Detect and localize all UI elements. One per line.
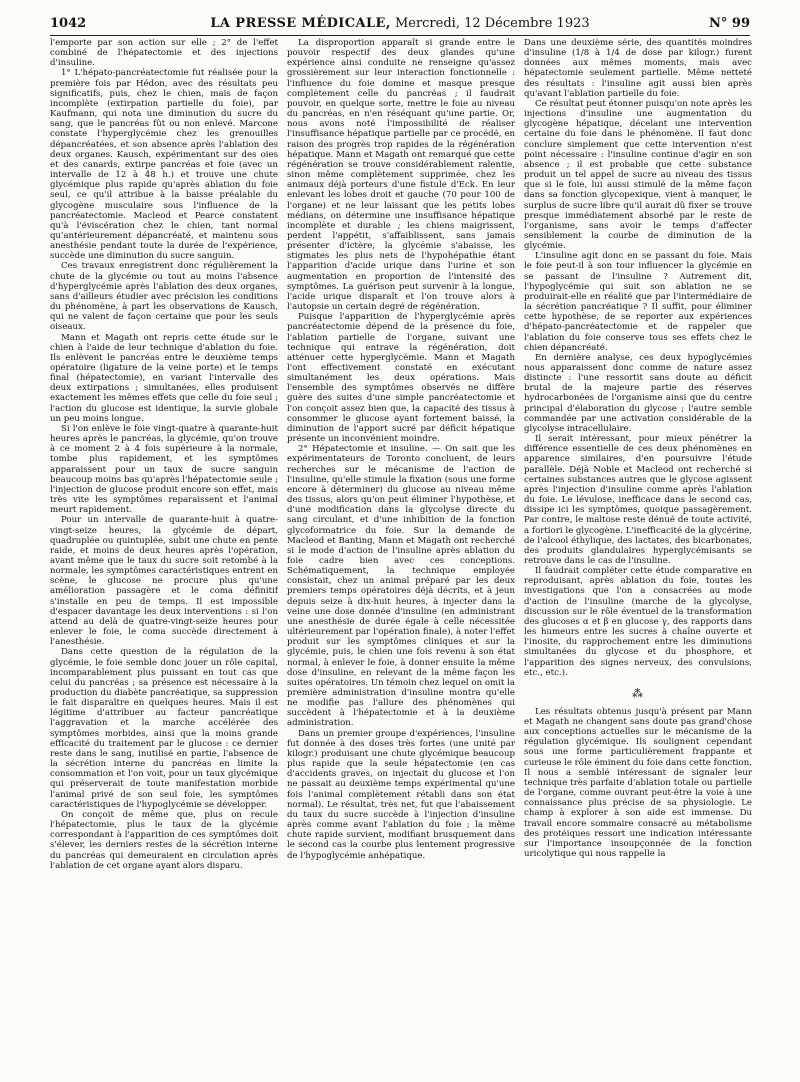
paragraph: La disproportion apparaît si grande entre le pouvoir respectif des deux glandes qu'une expérience ainsi conduite ne renseigne qu'assez grossièrement sur leur interaction fonctionnelle : l'influence du foie domine et masque presque complètement celle du pancréas ; il faudrait pouvoir, en quelque sorte, mettre le foie au niveau du pancréas, en n'en réséquant qu'une partie. Or, nous avons noté l'impossibilité de réaliser l'insuffisance hépatique partielle par ce procédé, en raison des progrès trop rapides de la régénération hépatique. Mann et Magath ont remarqué que cette régénération se trouve considérablement ralentie, sinon même complètement supprimée, chez les animaux déjà porteurs d'une fistule d'Eck. En leur enlevant les lobes droit et gauche (70 pour 100 de l'organe) et ne leur laissant que les petits lobes médians, on détermine une insuffisance hépatique incomplète et durable ; les chiens maigrissent, perdent l'appétit, s'affaiblissent, sans jamais présenter d'ictère, la glycémie s'abaisse, les stigmates les plus nets de l'hypohépathie étant l'apparition d'acide urique dans l'urine et son augmentation en proportion de l'intensité des symptômes. La guérison peut survenir à la longue, l'acide urique disparaît et l'on trouve alors à l'autopsie un certain degré de régénération.: [287, 38, 515, 313]
paragraph: Ces travaux enregistrent donc régulièrement la chute de la glycémie ou tout au moins l'absence d'hyperglycémie après l'ablation des deux organes, sans d'ailleurs étudier avec précision les conditions du phénomène, à part les observations de Kausch, qui ne valent de façon certaine que pour les seuls oiseaux.: [50, 261, 278, 333]
paragraph: L'insuline agit donc en se passant du foie. Mais le foie peut-il à son tour influencer la glycémie en se passant de l'insuline ? Autrement dit, l'hypoglycémie qui suit son ablation ne se produirait-elle en réalité que par l'intermédiaire de la sécrétion pancréatique ? Il suffit, pour éliminer cette hypothèse, de se reporter aux expériences d'hépato-pancréatectomie et de rappeler que l'ablation du foie conserve tous ses effets chez le chien dépancréaté.: [524, 251, 752, 353]
header-rule: [50, 35, 750, 36]
paragraph: En dernière analyse, ces deux hypoglycémies nous apparaissent donc comme de nature assez distincte : l'une ressortit sans doute au déficit brutal de la majeure partie des réserves hydrocarbonées de l'organisme ainsi que du centre principal d'élaboration du glycose ; l'autre semble commandée par une activation considérable de la glycolyse intracellulaire.: [524, 352, 752, 434]
issue-number: N° 99: [709, 16, 750, 31]
paragraph: Dans un premier groupe d'expériences, l'insuline fut donnée à des doses très fortes (une unité par kilogr.) produisant une chute glycémique beaucoup plus rapide que la seule hépatectomie (en cas d'accidents graves, on injectait du glucose et l'on ne passait au deuxième temps expérimental qu'une fois l'animal complètement rétabli dans son état normal). Le résultat, très net, fut que l'abaissement du taux du sucre succède à l'injection d'insuline après comme avant l'ablation du foie ; la même chute rapide survient, modifiant brusquement dans le second cas la courbe plus lentement progressive de l'hypoglycémie anhépatique.: [287, 728, 515, 861]
article-columns: [50, 38, 752, 1068]
paragraph: Dans cette question de la régulation de la glycémie, le foie semble donc jouer un rôle capital, incomparablement plus puissant en tout cas que celui du pancréas ; sa présence est nécessaire à la production du diabète pancréatique, sa suppression le fait disparaître en quelques heures. Mais il est légitime d'attribuer au facteur pancréatique l'aggravation et la marche accélérée des symptômes morbides, ainsi que la moins grande efficacité du traitement par le glucose : ce dernier reste dans le sang, inutilisé en partie, l'absence de la sécrétion interne du pancréas en limite la consommation et l'on voit, pour un taux glycémique qui préserverait de toute manifestation morbide l'animal privé de son seul foie, les symptômes caractéristiques de l'hypoglycémie se développer.: [50, 647, 278, 810]
section-separator: ⁂: [632, 686, 644, 700]
paragraph: Il faudrait compléter cette étude comparative en reproduisant, après ablation du foie, toutes les investigations que l'on a consacrées au mode d'action de l'insuline (marche de la glycolyse, discussion sur le rôle éventuel de la transformation des glucoses α et β en glucose γ, des rapports dans les humeurs entre les sucres à chaîne ouverte et l'inosite, du rapprochement entre les diminutions simultanées du glycose et du phosphore, et l'apparition des signes nerveux, des convulsions, etc., etc.).: [524, 566, 752, 678]
page-number: 1042: [50, 16, 87, 31]
paragraph: Pour un intervalle de quarante-huit à quatre-vingt-seize heures, la glycémie de départ, quadruplée ou quintuplée, subit une chute en pente raide, et moins de deux heures après l'opération, avant même que le taux du sucre soit retombé à la normale, les symptômes caractéristiques entrent en scène, le glucose ne procure plus qu'une amélioration passagère et le coma définitif s'installe en peu de temps. Il est impossible d'espacer davantage les deux interventions : si l'on attend au delà de quatre-vingt-seize heures pour enlever le foie, le coma succède directement à l'anesthésie.: [50, 515, 278, 648]
column-left: [50, 38, 278, 1068]
paragraph: Mann et Magath ont repris cette étude sur le chien à l'aide de leur technique d'ablation du foie. Ils enlèvent le pancréas entre le deuxième temps opératoire (ligature de la veine porte) et le temps final (hépatectomie), en variant l'intervalle des deux extirpations ; simultanées, elles produisent exactement les mêmes effets que celle du foie seul ; l'action du glucose est identique, la survie globale un peu moins longue.: [50, 332, 278, 424]
paragraph: l'emporte par son action sur elle ; 2° de l'effet combiné de l'hépatectomie et des injections d'insuline.: [50, 38, 278, 69]
paragraph: Ce résultat peut étonner puisqu'on note après les injections d'insuline une augmentation du glycogène hépatique, décelant une intervention certaine du foie dans le phénomène. Il faut donc conclure simplement que cette intervention n'est point nécessaire : l'insuline continue d'agir en son absence ; il est probable que cette substance produit un tel appel de sucre au niveau des tissus que si le foie, lui aussi stimulé de la même façon dans sa fonction glycopexique, vient à manquer, le surplus de sucre libre qu'il aurait dû fixer se trouve presque immédiatement absorbé par le reste de l'organisme, sans avoir le temps d'affecter sensiblement la courbe de diminution de la glycémie.: [524, 98, 752, 252]
page-header: [50, 16, 750, 34]
issue-date: Mercredi, 12 Décembre 1923: [394, 16, 590, 31]
paragraph: Si l'on enlève le foie vingt-quatre à quarante-huit heures après le pancréas, la glycémie, qu'on trouve à ce moment 2 à 4 fois supérieure à la normale, tombe plus rapidement, et les symptômes apparaissent pour un taux de sucre sanguin beaucoup moins bas qu'après l'hépatectomie seule ; l'injection de glucose produit encore son effet, mais très vite les symptômes reparaissent et l'animal meurt rapidement.: [50, 423, 278, 516]
paragraph: 2° Hépatectomie et insuline. — On sait que les expérimentateurs de Toronto concluent, de leurs recherches sur le mécanisme de l'action de l'insuline, qu'elle stimule la fixation (sous une forme encore à déterminer) du glucose au niveau même des tissus, alors qu'on peut éliminer l'hypothèse, et d'une modification dans la glycolyse directe du sang circulant, et d'une inhibition de la fonction glycoformatrice du foie. Sur la demande de Macleod et Banting, Mann et Magath ont recherché si le mode d'action de l'insuline après ablation du foie cadre bien avec ces conceptions. Schématiquement, la technique employée consistait, chez un animal préparé par les deux premiers temps opératoires déjà décrits, et à jeun depuis seize à dix-huit heures, à injecter dans la veine une dose donnée d'insuline (en administrant une anesthésie de durée égale à celle nécessitée ultérieurement par l'opération finale), à noter l'effet produit sur les symptômes cliniques et sur la glycémie, puis, le chien une fois revenu à son état normal, à enlever le foie, à donner ensuite la même dose d'insuline, en relevant de la même façon les suites opératoires. Un témoin chez lequel on omit la première administration d'insuline montra qu'elle ne modifie pas l'allure des phénomènes qui succèdent à l'hépatectomie et à la deuxième administration.: [287, 444, 515, 729]
paragraph: Dans une deuxième série, des quantités moindres d'insuline (1/8 à 1/4 de dose par kilogr.) furent données aux mêmes moments, mais avec hépatectomie seulement partielle. Même netteté des résultats : l'insuline agit aussi bien après qu'avant l'ablation partielle du foie.: [524, 38, 752, 99]
journal-name: LA PRESSE MÉDICALE,: [210, 16, 391, 31]
journal-title-line: [50, 16, 750, 31]
column-middle: [287, 38, 515, 1068]
paragraph: 1° L'hépato-pancréatectomie fut réalisée pour la première fois par Hédon, avec des résultats peu significatifs, puis, chez le chien, mais de façon incomplète (extirpation partielle du foie), par Kaufmann, qui nota une diminution du sucre du sang, que le pancréas fût ou non enlevé. Marcone constate l'hyperglycémie chez les grenouilles dépancréatées, et son absence après l'ablation des deux organes. Kausch, expérimentant sur des oies et des canards, extirpe pancréas et foie (avec un intervalle de 12 à 48 h.) et trouve une chute glycémique plus rapide qu'après ablation du foie seul, ce qu'il attribue à la baisse préalable du glycogène musculaire sous l'influence de la pancréatectomie. Macleod et Pearce constatent qu'à l'éviscération chez le chien, tant normal qu'antérieurement dépancréaté, et maintenu sous anesthésie pendant toute la durée de l'expérience, succède une diminution du sucre sanguin.: [50, 68, 278, 262]
column-right: [524, 38, 752, 1068]
paragraph: Puisque l'apparition de l'hyperglycémie après pancréatectomie dépend de la présence du foie, l'ablation partielle de l'organe, suivant une technique qui entrave la régénération, doit atténuer cette hyperglycémie. Mann et Magath l'ont effectivement constaté en exécutant simultanément les deux opérations. Mais l'ensemble des symptômes observés ne diffère guère des suites d'une simple pancréatectomie et l'on conçoit assez bien que, la capacité des tissus à consommer le glucose ayant fortement baissé, la diminution de l'apport sucré par déficit hépatique présente un inconvénient moindre.: [287, 312, 515, 445]
paragraph: On conçoit de même que, plus on recule l'hépatectomie, plus le taux de la glycémie correspondant à l'apparition de ces symptômes doit s'élever, les derniers restes de la sécrétion interne du pancréas qui demeuraient en circulation après l'ablation de cet organe ayant alors disparu.: [50, 809, 278, 871]
paragraph: Il serait intéressant, pour mieux pénétrer la différence essentielle de ces deux phénomènes en apparence similaires, d'en poursuivre l'étude parallèle. Déjà Noble et Macleod ont recherché si certaines substances autres que le glycose agissent après l'injection d'insuline comme après l'ablation du foie. Le lévulose, inefficace dans le second cas, dissipe ici les symptômes, quoique passagèrement. Par contre, le maltose reste dénué de toute activité, a fortiori le glycogène. L'inefficacité de la glycérine, de l'alcool éthylique, des lactates, des bicarbonates, des produits glandulaires hyperglycémisants se retrouve dans le cas de l'insuline.: [524, 434, 752, 566]
paragraph: Les résultats obtenus jusqu'à présent par Mann et Magath ne changent sans doute pas grand'chose aux conceptions actuelles sur le mécanisme de la régulation glycémique. Ils soulignent cependant sous une forme particulièrement frappante et curieuse le rôle éminent du foie dans cette fonction. Il nous a semblé intéressant de signaler leur technique très parfaite d'ablation totale ou partielle de l'organe, comme ouvrant peut-être la voie à une connaissance plus précise de sa physiologie. Le champ à explorer à son aide est immense. Du travail encore sommaire consacré au métabolisme des protéiques ressort une indication intéressante sur l'importance insoupçonnée de la fonction uricolytique qui nous rappelle la: [524, 706, 752, 860]
